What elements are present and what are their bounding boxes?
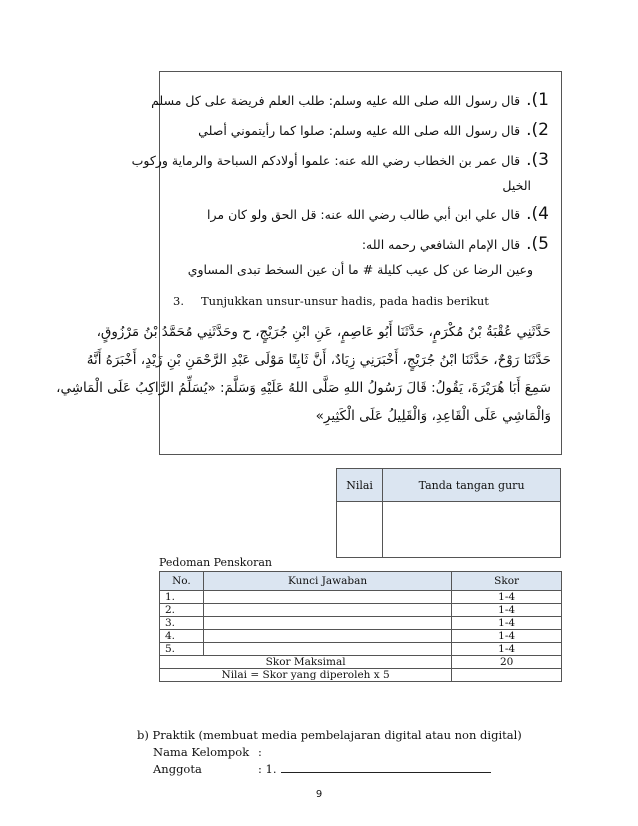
row-answer-key[interactable] bbox=[203, 630, 451, 643]
quote-4 bbox=[207, 204, 549, 224]
table-row bbox=[160, 630, 562, 643]
hadis-line: حَدَّثَنَا رَوْحٌ، حَدَّثَنَا ابْنُ جُرَيْجٍ، أَخْبَرَنِي زِيَادٌ، أَنَّ ثَابِتًا مَوْلَى عَبْدِ الرَّحْمَنِ بْنِ زَيْدٍ، أَخْبَرَهُ أَنَّهُ bbox=[86, 352, 551, 368]
score-formula: Nilai = Skor yang diperoleh x 5 bbox=[160, 669, 452, 682]
quote-number: 3). bbox=[526, 150, 549, 170]
question-3 bbox=[173, 294, 489, 308]
header-score: Skor bbox=[452, 572, 562, 591]
row-no: 5. bbox=[160, 643, 204, 656]
quote-text: قال علي ابن أبي طالب رضي الله عنه: قل الحق ولو كان مرا bbox=[207, 207, 521, 222]
hadis-line: حَدَّثَنِي عُقْبَةُ بْنُ مُكْرَمٍ، حَدَّثَنَا أَبُو عَاصِمٍ، عَنِ ابْنِ جُرَيْجٍ، ح وحَدَّثَنِي مُحَمَّدُ بْنُ مَرْزُوقٍ، bbox=[96, 324, 551, 340]
quote-3 bbox=[132, 150, 549, 170]
quote-number: 4). bbox=[526, 204, 549, 224]
quote-2 bbox=[198, 120, 549, 140]
row-answer-key[interactable] bbox=[203, 643, 451, 656]
row-answer-key[interactable] bbox=[203, 617, 451, 630]
quote-text: قال رسول الله صلى الله عليه وسلم: صلوا كما رأيتموني أصلي bbox=[198, 123, 521, 138]
members-label: Anggota bbox=[153, 762, 202, 776]
formula-empty-cell bbox=[452, 669, 562, 682]
quote-1 bbox=[151, 90, 549, 110]
hadis-line: وَالْمَاشِي عَلَى الْقَاعِدِ، وَالْقَلِيلُ عَلَى الْكَثِيرِ» bbox=[315, 408, 551, 424]
row-score: 1-4 bbox=[452, 617, 562, 630]
row-no: 2. bbox=[160, 604, 204, 617]
signature-cell[interactable] bbox=[383, 502, 561, 558]
formula-row bbox=[160, 669, 562, 682]
practice-heading: b) Praktik (membuat media pembelajaran digital atau non digital) bbox=[137, 728, 522, 742]
table-row bbox=[160, 617, 562, 630]
member-name-field[interactable] bbox=[281, 761, 491, 773]
quote-text: قال رسول الله صلى الله عليه وسلم: طلب العلم فريضة على كل مسلم bbox=[151, 93, 521, 108]
nilai-header: Nilai bbox=[337, 469, 383, 502]
group-name-row bbox=[153, 745, 262, 759]
max-score-row bbox=[160, 656, 562, 669]
group-name-label: Nama Kelompok bbox=[153, 745, 250, 759]
poem-line bbox=[188, 262, 533, 277]
nilai-cell[interactable] bbox=[337, 502, 383, 558]
row-answer-key[interactable] bbox=[203, 591, 451, 604]
signature-header: Tanda tangan guru bbox=[383, 469, 561, 502]
quote-number: 2). bbox=[526, 120, 549, 140]
max-score-label: Skor Maksimal bbox=[160, 656, 452, 669]
quote-number: 1). bbox=[526, 90, 549, 110]
question-box bbox=[56, 71, 562, 455]
table-row bbox=[160, 591, 562, 604]
question-text: Tunjukkan unsur-unsur hadis, pada hadis berikut bbox=[201, 294, 489, 308]
row-score: 1-4 bbox=[452, 604, 562, 617]
header-no: No. bbox=[160, 572, 204, 591]
grade-signature-table bbox=[336, 468, 561, 558]
quote-number: 5). bbox=[526, 234, 549, 254]
scoring-guide-label: Pedoman Penskoran bbox=[159, 556, 272, 569]
row-answer-key[interactable] bbox=[203, 604, 451, 617]
max-score-value: 20 bbox=[452, 656, 562, 669]
table-row bbox=[160, 604, 562, 617]
row-score: 1-4 bbox=[452, 591, 562, 604]
hadis-line: سَمِعَ أَبَا هُرَيْرَةَ، يَقُولُ: قَالَ رَسُولُ اللهِ صَلَّى اللهُ عَلَيْهِ وَسَلَّمَ: «يُسَلِّمُ الرَّاكِبُ عَلَى الْمَاشِي، bbox=[56, 380, 551, 396]
members-row bbox=[153, 761, 491, 776]
quote-text: الخيل bbox=[502, 178, 531, 193]
members-value: : 1. bbox=[258, 762, 277, 776]
quote-text: قال عمر بن الخطاب رضي الله عنه: علموا أولادكم السباحة والرماية وركوب bbox=[131, 153, 521, 168]
row-score: 1-4 bbox=[452, 630, 562, 643]
row-score: 1-4 bbox=[452, 643, 562, 656]
quote-5 bbox=[362, 234, 549, 254]
quote-text: قال الإمام الشافعي رحمه الله: bbox=[361, 237, 521, 252]
row-no: 4. bbox=[160, 630, 204, 643]
row-no: 1. bbox=[160, 591, 204, 604]
group-name-value: : bbox=[258, 745, 262, 759]
poem-text: وعين الرضا عن كل عيب كليلة # ما أن عين السخط تبدى المساوي bbox=[187, 262, 533, 277]
row-no: 3. bbox=[160, 617, 204, 630]
header-answer-key: Kunci Jawaban bbox=[203, 572, 451, 591]
quote-3-continuation bbox=[502, 178, 531, 193]
scoring-table bbox=[159, 571, 562, 682]
question-number: 3. bbox=[173, 294, 184, 308]
page-number: 9 bbox=[315, 789, 323, 800]
table-row bbox=[160, 643, 562, 656]
